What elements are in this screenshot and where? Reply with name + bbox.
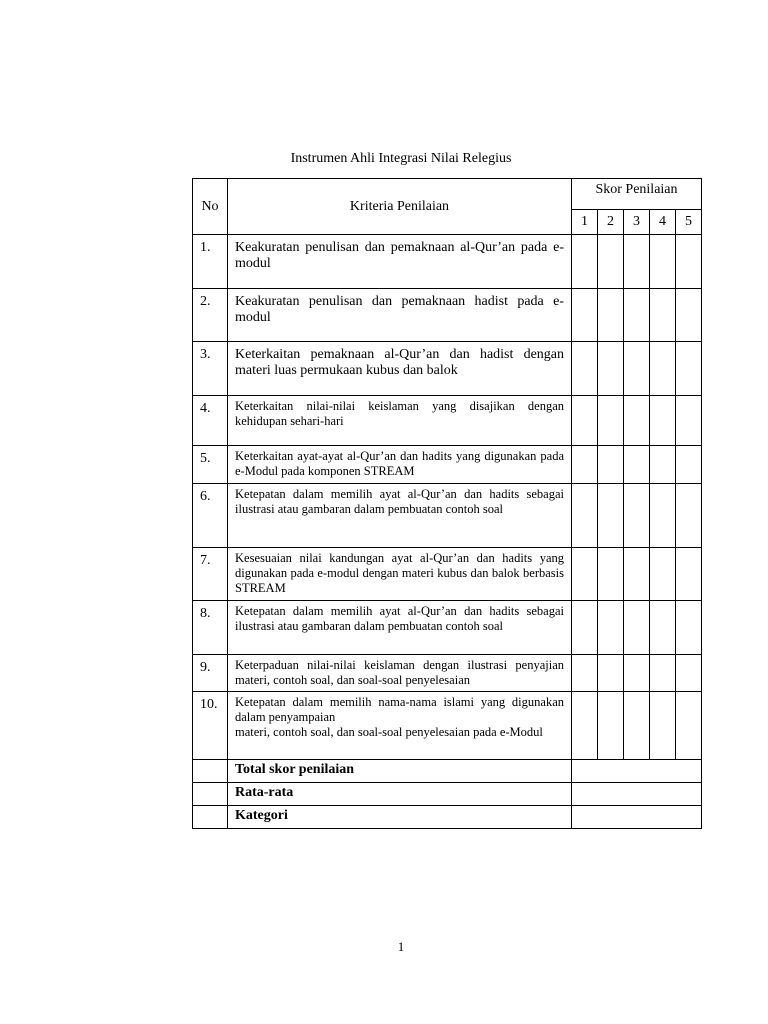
- score-cell[interactable]: [676, 396, 702, 446]
- row-criteria-line: Ketepatan dalam memilih nama-nama islami yang digunakan dalam penyampaian: [235, 695, 564, 724]
- average-value-cell[interactable]: [572, 783, 702, 806]
- table-row: [193, 235, 702, 289]
- table-row: [193, 289, 702, 342]
- score-cell[interactable]: [624, 342, 650, 396]
- score-cell[interactable]: [598, 692, 624, 760]
- score-cell[interactable]: [650, 484, 676, 548]
- row-criteria: Keterkaitan pemaknaan al-Qur’an dan hadist dengan materi luas permukaan kubus dan balok: [228, 342, 572, 396]
- row-criteria: [228, 692, 572, 760]
- table-row: [193, 446, 702, 484]
- score-cell[interactable]: [650, 235, 676, 289]
- category-value-cell[interactable]: [572, 806, 702, 829]
- page-number: 1: [397, 939, 405, 954]
- row-criteria-line: materi, contoh soal, dan soal-soal penyelesaian pada e-Modul: [235, 725, 543, 739]
- category-row: [193, 806, 702, 829]
- score-cell[interactable]: [676, 342, 702, 396]
- document-title: Instrumen Ahli Integrasi Nilai Relegius: [290, 151, 512, 166]
- score-cell[interactable]: [598, 235, 624, 289]
- score-col-3: 3: [624, 210, 650, 235]
- score-cell[interactable]: [598, 655, 624, 692]
- category-label: Kategori: [228, 806, 572, 829]
- score-col-5: 5: [676, 210, 702, 235]
- total-value-cell[interactable]: [572, 760, 702, 783]
- score-cell[interactable]: [624, 235, 650, 289]
- row-criteria: Keterkaitan nilai-nilai keislaman yang disajikan dengan kehidupan sehari-hari: [228, 396, 572, 446]
- row-number: 1.: [193, 235, 228, 289]
- score-cell[interactable]: [572, 342, 598, 396]
- row-number: 8.: [193, 601, 228, 655]
- average-label: Rata-rata: [228, 783, 572, 806]
- score-cell[interactable]: [598, 601, 624, 655]
- row-criteria: Keterkaitan ayat-ayat al-Qur’an dan hadits yang digunakan pada e-Modul pada komponen STREAM: [228, 446, 572, 484]
- score-cell[interactable]: [650, 396, 676, 446]
- score-cell[interactable]: [624, 446, 650, 484]
- total-label: Total skor penilaian: [228, 760, 572, 783]
- score-cell[interactable]: [598, 484, 624, 548]
- score-cell[interactable]: [624, 655, 650, 692]
- score-cell[interactable]: [676, 548, 702, 601]
- score-cell[interactable]: [624, 548, 650, 601]
- score-cell[interactable]: [676, 484, 702, 548]
- table-row: [193, 692, 702, 760]
- table-row: [193, 548, 702, 601]
- score-cell[interactable]: [598, 396, 624, 446]
- score-cell[interactable]: [572, 655, 598, 692]
- header-no: No: [193, 179, 228, 235]
- table-row: [193, 601, 702, 655]
- row-number: 2.: [193, 289, 228, 342]
- score-cell[interactable]: [650, 289, 676, 342]
- score-col-2: 2: [598, 210, 624, 235]
- row-number: 9.: [193, 655, 228, 692]
- row-number: 4.: [193, 396, 228, 446]
- score-cell[interactable]: [676, 446, 702, 484]
- score-cell[interactable]: [598, 342, 624, 396]
- assessment-table: [192, 178, 702, 829]
- score-cell[interactable]: [676, 692, 702, 760]
- row-criteria: Ketepatan dalam memilih ayat al-Qur’an dan hadits sebagai ilustrasi atau gambaran dalam pembuatan contoh soal: [228, 601, 572, 655]
- score-cell[interactable]: [598, 446, 624, 484]
- row-criteria: Keterpaduan nilai-nilai keislaman dengan ilustrasi penyajian materi, contoh soal, dan soal-soal penyelesaian: [228, 655, 572, 692]
- score-cell[interactable]: [624, 396, 650, 446]
- score-cell[interactable]: [598, 289, 624, 342]
- header-row: [193, 179, 702, 210]
- score-cell[interactable]: [572, 601, 598, 655]
- table-row: [193, 484, 702, 548]
- score-cell[interactable]: [676, 655, 702, 692]
- score-cell[interactable]: [650, 548, 676, 601]
- score-cell[interactable]: [598, 548, 624, 601]
- average-row: [193, 783, 702, 806]
- score-cell[interactable]: [572, 396, 598, 446]
- table-row: [193, 655, 702, 692]
- total-row: [193, 760, 702, 783]
- row-number: 5.: [193, 446, 228, 484]
- table-row: [193, 396, 702, 446]
- score-cell[interactable]: [650, 655, 676, 692]
- score-cell[interactable]: [572, 692, 598, 760]
- score-cell[interactable]: [572, 446, 598, 484]
- row-criteria: Ketepatan dalam memilih ayat al-Qur’an dan hadits sebagai ilustrasi atau gambaran dalam pembuatan contoh soal: [228, 484, 572, 548]
- score-cell[interactable]: [650, 342, 676, 396]
- score-cell[interactable]: [572, 484, 598, 548]
- score-cell[interactable]: [624, 601, 650, 655]
- score-cell[interactable]: [676, 235, 702, 289]
- table-row: [193, 342, 702, 396]
- score-cell[interactable]: [572, 289, 598, 342]
- score-cell[interactable]: [676, 289, 702, 342]
- row-number: 6.: [193, 484, 228, 548]
- score-cell[interactable]: [624, 484, 650, 548]
- row-criteria: Kesesuaian nilai kandungan ayat al-Qur’an dan hadits yang digunakan pada e-modul dengan materi kubus dan balok berbasis STREAM: [228, 548, 572, 601]
- score-cell[interactable]: [650, 446, 676, 484]
- score-col-4: 4: [650, 210, 676, 235]
- score-col-1: 1: [572, 210, 598, 235]
- row-criteria: Keakuratan penulisan dan pemaknaan hadist pada e-modul: [228, 289, 572, 342]
- score-cell[interactable]: [650, 601, 676, 655]
- score-cell[interactable]: [624, 692, 650, 760]
- row-number: 7.: [193, 548, 228, 601]
- header-skor: Skor Penilaian: [572, 179, 702, 210]
- score-cell[interactable]: [572, 548, 598, 601]
- row-number: 3.: [193, 342, 228, 396]
- row-number: 10.: [193, 692, 228, 760]
- row-criteria: Keakuratan penulisan dan pemaknaan al-Qur’an pada e-modul: [228, 235, 572, 289]
- score-cell[interactable]: [676, 601, 702, 655]
- score-cell[interactable]: [650, 692, 676, 760]
- score-cell[interactable]: [624, 289, 650, 342]
- score-cell[interactable]: [572, 235, 598, 289]
- header-kriteria: Kriteria Penilaian: [228, 179, 572, 235]
